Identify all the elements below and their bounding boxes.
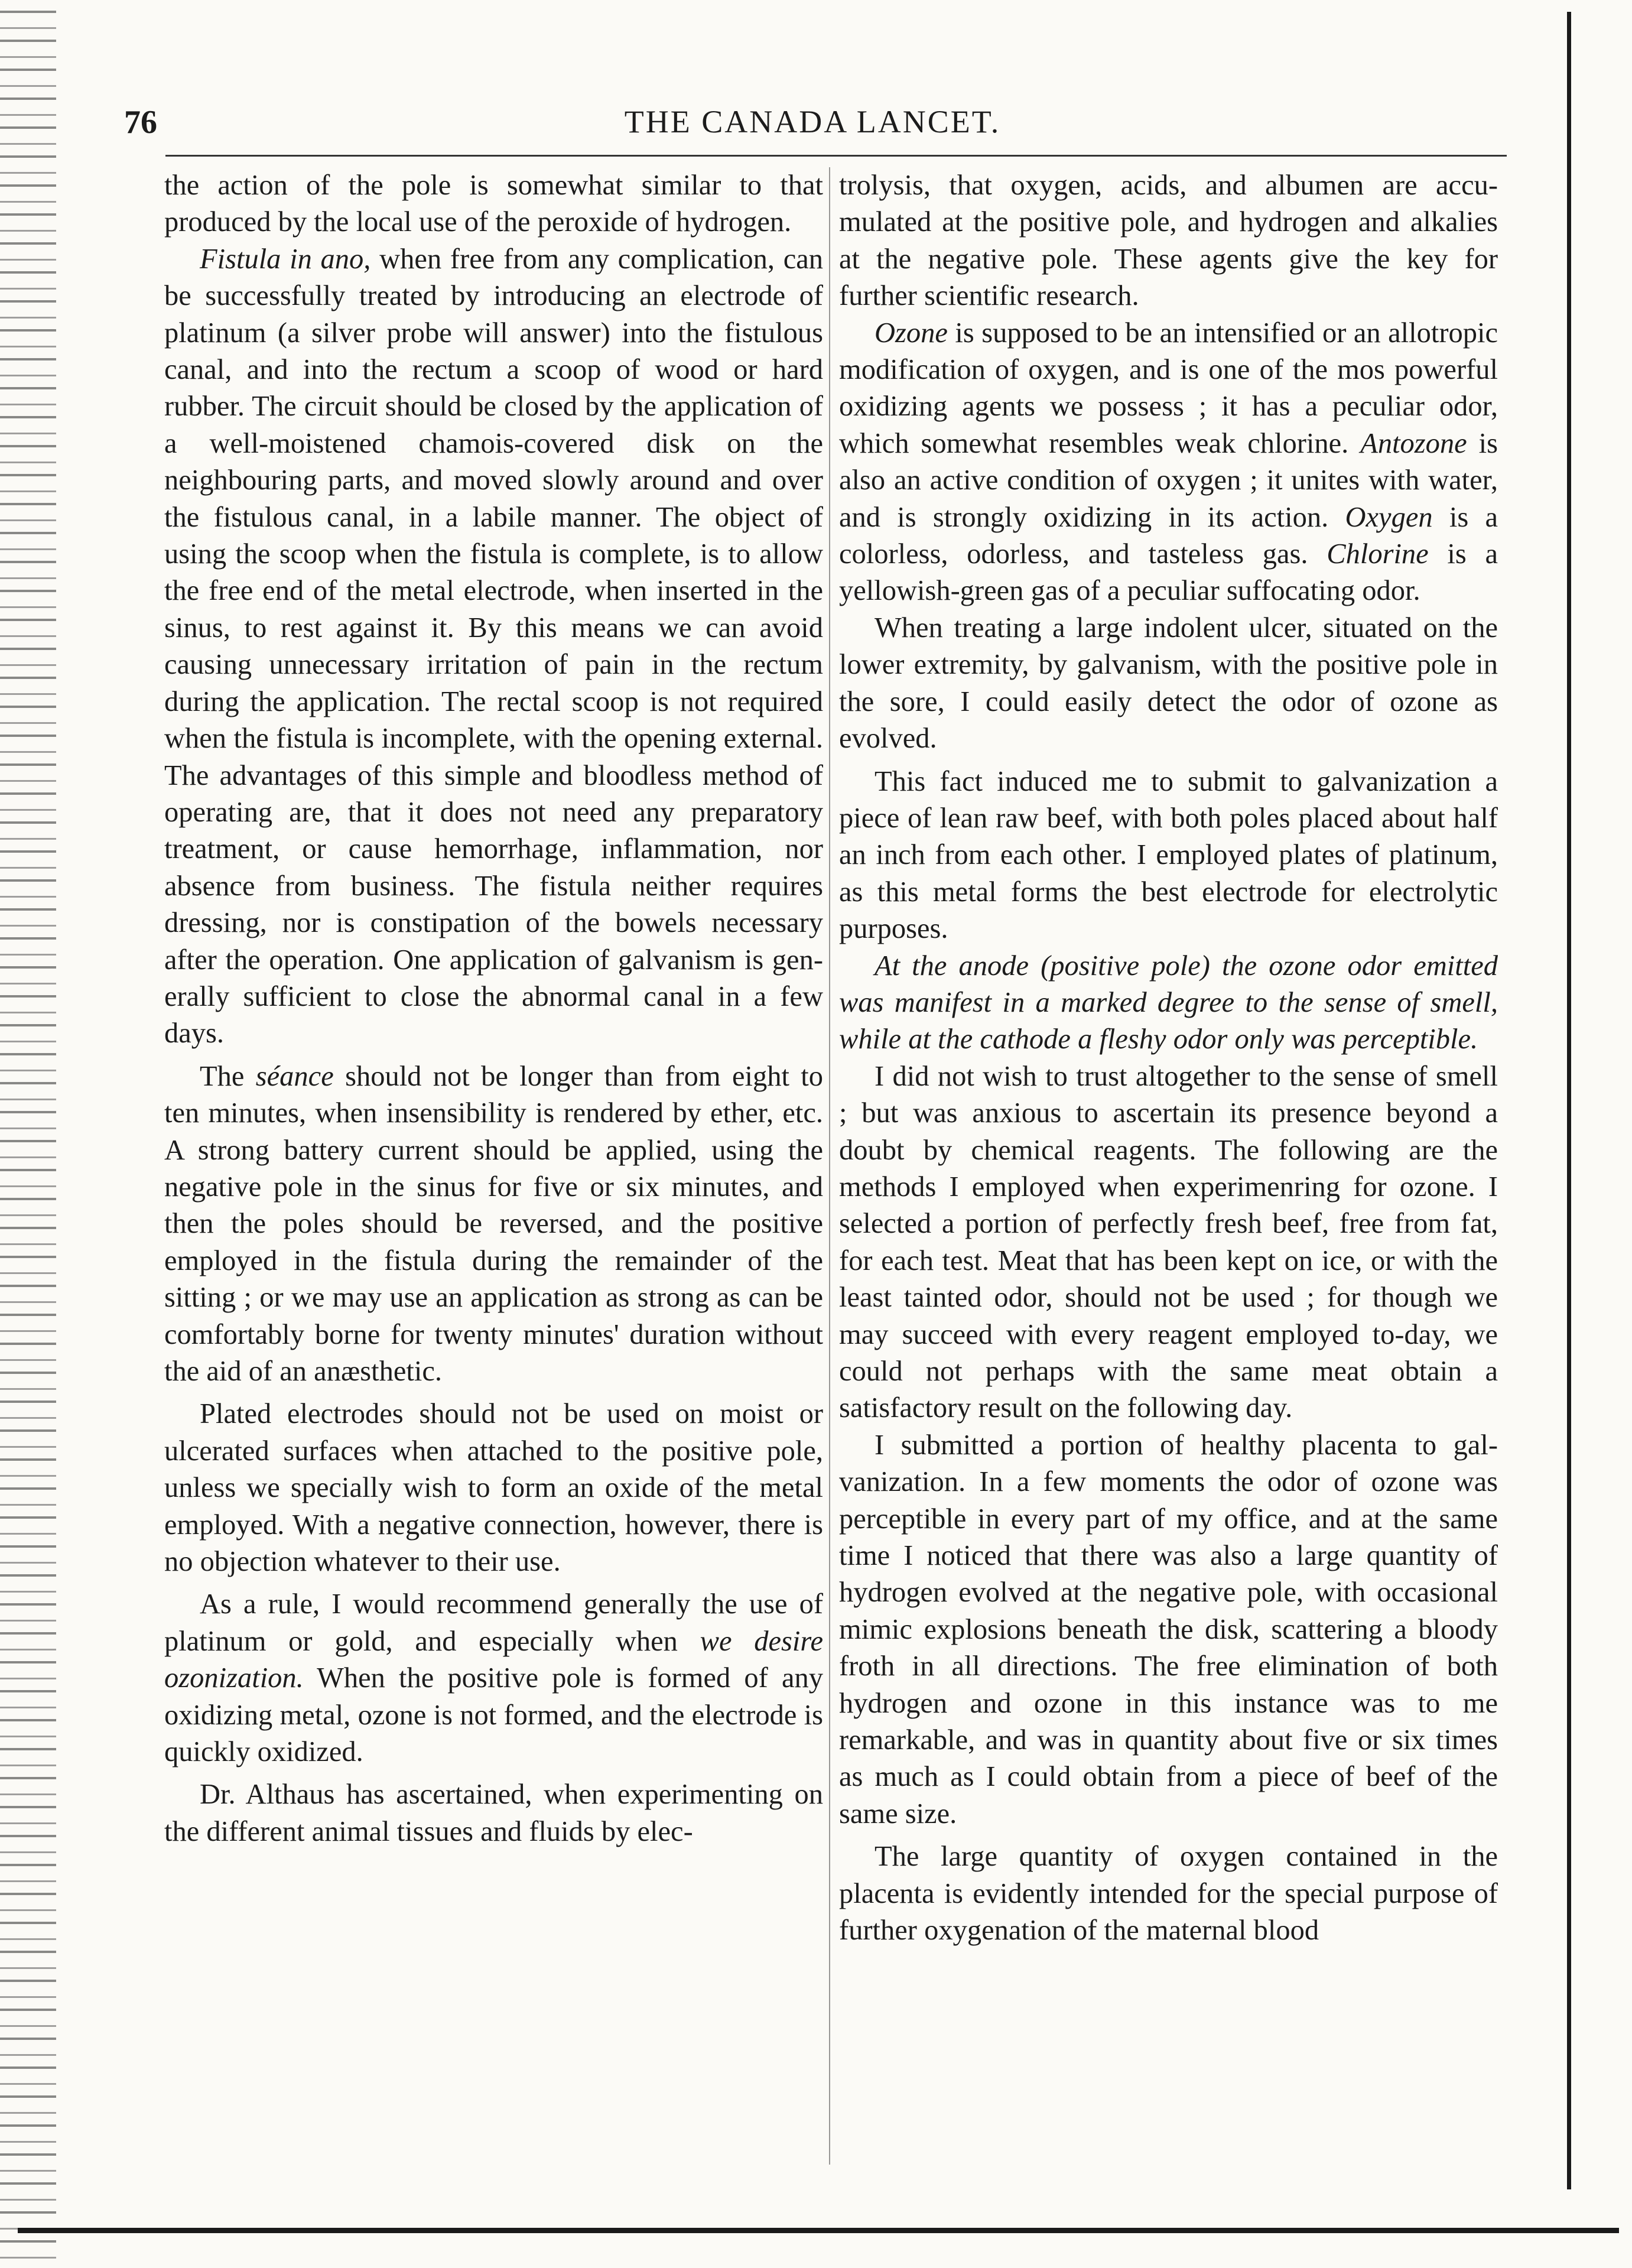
paragraph: The séance should not be longer than from eight to ten minutes, when insensibility is rendered by ether, etc. A strong battery current should be applied, using the negative pole in the sinus for five or six minutes, and then the poles should be reversed, and the positive employed in the fistula during the remainder of the sitting ; or we may use an application as strong as can be comfortably borne for twenty minutes' duration without the aid of an anæsthetic. bbox=[164, 1060, 823, 1387]
binding-edge bbox=[0, 0, 56, 2268]
page-bottom-border bbox=[18, 2228, 1619, 2233]
paragraph: Fistula in ano, when free from any complication, can be successfully treated by introducing an electrode of platinum (a silver probe will answer) into the fistulous canal, and into the rectum a scoop of wood or hard rubber. The circuit should be closed by the application of a well-moistened chamois-covered disk on the neighbouring parts, and moved slowly around and over the fistulous canal, in a labile manner. The object of using the scoop when the fistula is complete, is to allow the free end of the metal electrode, when inserted in the sinus, to rest against it. By this means we can avoid causing unnecessary irritation of pain in the rectum during the application. The rectal scoop is not required when the fistula is incomplete, with the opening external. The advantages of this simple and bloodless method of operating are, that it does not need any preparatory treatment, or cause hemorrhage, inflammation, nor absence from business. The fistula neither requires dressing, nor is constipation of the bowels necessary after the operation. One application of galvanism is generally sufficient to close the abnormal canal in a few days. bbox=[164, 243, 823, 1049]
paragraph: This fact induced me to submit to galvanization a piece of lean raw beef, with both poles placed about half an inch from each other. I employed plates of platinum, as this metal forms the best electrode for electrolytic purposes. bbox=[839, 765, 1498, 945]
paragraph: trolysis, that oxygen, acids, and albumen are accumulated at the positive pole, and hydrogen and alkalies at the negative pole. These agents give the key for further scientific research. bbox=[839, 170, 1498, 312]
right-column bbox=[839, 167, 1498, 2176]
header-rule bbox=[165, 155, 1507, 157]
paragraph: Ozone is supposed to be an intensified or an allotropic modification of oxygen, and is one of the mos powerful oxidizing agents we possess ; it has a peculiar odor, which somewhat resembles weak chlorine. Antozone is also an active condition of oxygen ; it unites with water, and is strongly oxidizing in its action. Oxygen is a colorless, odorless, and tasteless gas. Chlorine is a yellowish-green gas of a peculiar suffocating odor. bbox=[839, 317, 1498, 607]
italic-term: Oxygen bbox=[1345, 501, 1433, 533]
page-right-border bbox=[1567, 12, 1571, 2189]
running-title: THE CANADA LANCET. bbox=[624, 104, 1001, 139]
page-header bbox=[124, 103, 1501, 151]
italic-term: séance bbox=[255, 1060, 334, 1092]
paragraph: The large quantity of oxygen contained in the placenta is evidently intended for the special purpose of further oxygenation of the maternal blood bbox=[839, 1841, 1498, 1947]
paragraph bbox=[839, 948, 1498, 1058]
paragraph: As a rule, I would recommend generally the use of platinum or gold, and especially when we desire ozonization. When the positive pole is formed of any oxidizing metal, ozone is not formed, and the electrode is quickly oxidized. bbox=[164, 1588, 823, 1768]
paragraph: I did not wish to trust altogether to the sense of smell ; but was anxious to ascertain its presence beyond a doubt by chemical reagents. The following are the methods I employed when experimenring for ozone. I selected a portion of perfectly fresh beef, free from fat, for each test. Meat that has been kept on ice, or with the least tainted odor, should not be used ; for though we may succeed with every reagent employed to-day, we could not perhaps with the same meat obtain a satisfactory result on the following day. bbox=[839, 1060, 1498, 1424]
paragraph: I submitted a portion of healthy placenta to galvanization. In a few moments the odor of ozone was perceptible in every part of my office, and at the same time I noticed that there was also a large quantity of hydrogen evolved at the negative pole, with occasional mimic explosions beneath the disk, scattering a bloody froth in all directions. The free elimination of both hydrogen and ozone in this instance was to me remarkable, and was in quantity about five or six times as much as I could obtain from a piece of beef of the same size. bbox=[839, 1429, 1498, 1830]
paragraph: When treating a large indolent ulcer, situated on the lower extremity, by galvanism, with the positive pole in the sore, I could easily detect the odor of ozone as evolved. bbox=[839, 612, 1498, 755]
italic-term: Antozone bbox=[1360, 427, 1467, 459]
paragraph: Dr. Althaus has ascertained, when experimenting on the different animal tissues and fluids by elec- bbox=[164, 1779, 823, 1847]
italic-phrase: we desire ozonization. bbox=[164, 1625, 823, 1694]
paragraph: the action of the pole is somewhat similar to that produced by the local use of the peroxide of hydrogen. bbox=[164, 170, 823, 238]
left-column bbox=[164, 167, 823, 2176]
italic-phrase: At the anode (positive pole) the ozone odor emitted was manifest in a marked degree to the sense of smell, while at the cathode a fleshy odor only was perceptible. bbox=[839, 950, 1498, 1055]
page-number: 76 bbox=[124, 104, 157, 141]
italic-term: Ozone bbox=[874, 317, 948, 349]
column-divider bbox=[829, 167, 830, 2165]
italic-term: Chlorine bbox=[1327, 538, 1429, 570]
paragraph: Plated electrodes should not be used on moist or ulcerated surfaces when attached to the positive pole, unless we specially wish to form an oxide of the metal employed. With a negative connection, however, there is no objection whatever to their use. bbox=[164, 1398, 823, 1578]
italic-term: Fistula in ano, bbox=[200, 243, 371, 275]
